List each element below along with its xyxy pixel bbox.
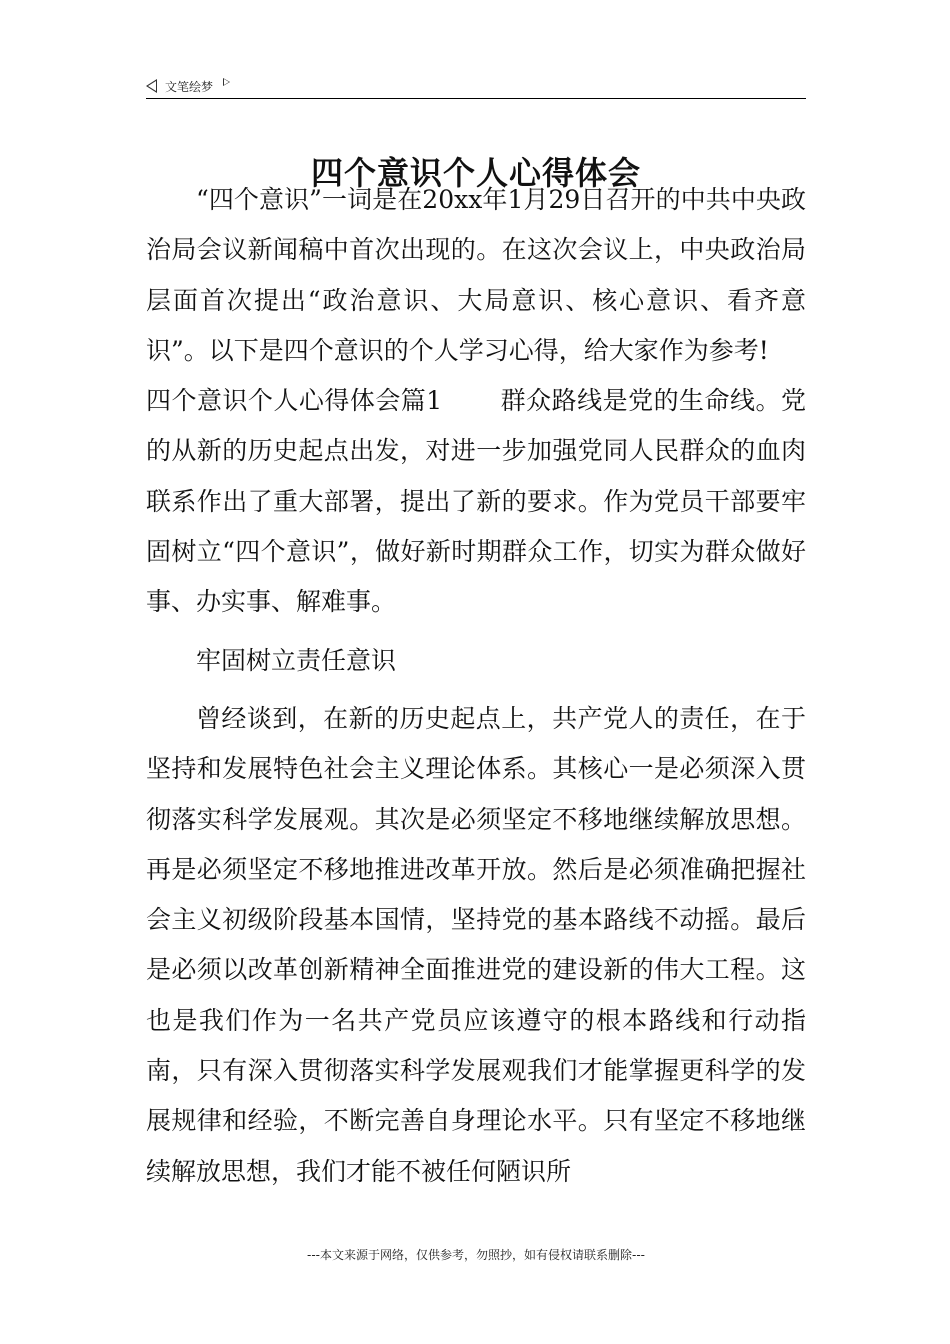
document-body: [146, 175, 806, 1197]
document-title: 四个意识个人心得体会: [310, 154, 641, 193]
header-rule: [146, 98, 806, 99]
paragraph-2: 曾经谈到，在新的历史起点上，共产党人的责任，在于坚持和发展特色社会主义理论体系。其核心一是必须深入贯彻落实科学发展观。其次是必须坚定不移地继续解放思想。再是必须坚定不移地推进改革开放。然后是必须准确把握社会主义初级阶段基本国情，坚持党的基本路线不动摇。最后是必须以改革创新精神全面推进党的建设新的伟大工程。这也是我们作为一名共产党员应该遵守的根本路线和行动指南，只有深入贯彻落实科学发展观我们才能掌握更科学的发展规律和经验，不断完善自身理论水平。只有坚定不移地继续解放思想，我们才能不被任何陋识所: [146, 703, 806, 1186]
section1-heading: 四个意识个人心得体会篇1: [146, 386, 443, 416]
intro-paragraph: “四个意识”一词是在20xx年1月29日召开的中共中央政治局会议新闻稿中首次出现的。在这次会议上，中央政治局层面首次提出“政治意识、大局意识、核心意识、看齐意识”。以下是四个意识的个人学习心得，给大家作为参考!: [146, 185, 806, 365]
section1-paragraph: [146, 376, 806, 627]
header-brand: 文笔绘梦: [165, 79, 214, 94]
subheading: 牢固树立责任意识: [196, 645, 397, 675]
triangle-left-icon: [146, 79, 157, 93]
section1-text: 群众路线是党的生命线。党的从新的历史起点出发，对进一步加强党同人民群众的血肉联系作出了重大部署，提出了新的要求。作为党员干部要牢固树立“四个意识”，做好新时期群众工作，切实为群众做好事、办实事、解难事。: [146, 386, 806, 617]
document-header: [146, 73, 806, 99]
triangle-right-icon: [223, 78, 230, 86]
footer-disclaimer: ---本文来源于网络，仅供参考，勿照抄，如有侵权请联系删除---: [307, 1248, 645, 1262]
